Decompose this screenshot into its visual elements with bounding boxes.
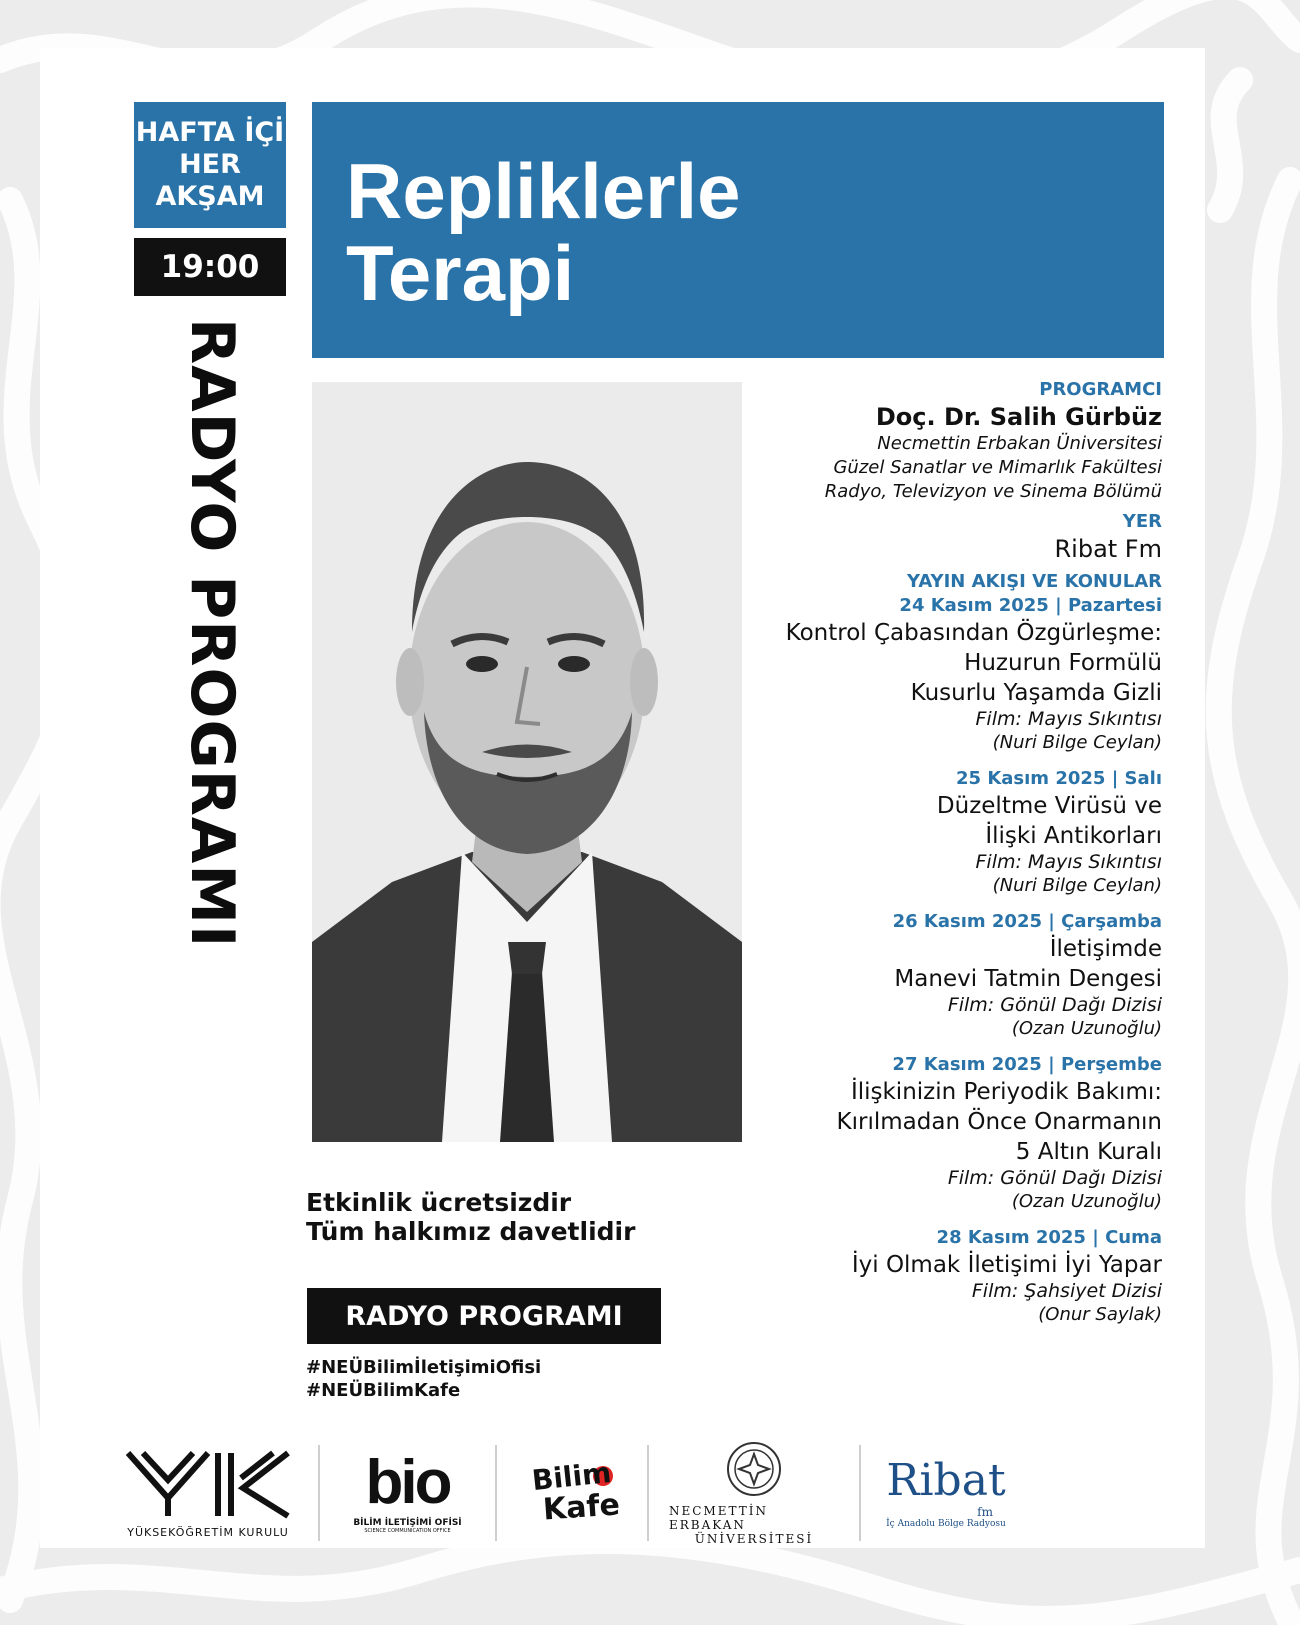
schedule-date: 27 Kasım 2025 | Perşembe bbox=[892, 1054, 1162, 1075]
schedule-topic: Manevi Tatmin Dengesi bbox=[894, 966, 1162, 992]
title-line: Repliklerle bbox=[346, 147, 741, 235]
bilim-kafe-logo bbox=[517, 1455, 627, 1528]
schedule-director: (Ozan Uzunoğlu) bbox=[1011, 1191, 1162, 1212]
hashtags bbox=[306, 1356, 541, 1402]
schedule-label: YAYIN AKIŞI VE KONULAR bbox=[907, 571, 1162, 592]
bio-subcaption: SCIENCE COMMUNICATION OFFICE bbox=[364, 1528, 451, 1534]
schedule-film: Film: Gönül Dağı Dizisi bbox=[947, 994, 1162, 1016]
ribat-fm-text: fm bbox=[977, 1505, 993, 1519]
badge-line: AKŞAM bbox=[155, 181, 265, 212]
affiliation-line: Radyo, Televizyon ve Sinema Bölümü bbox=[824, 481, 1162, 502]
schedule-item bbox=[702, 1053, 1162, 1214]
neu-logo bbox=[669, 1440, 839, 1546]
yok-mark-icon bbox=[123, 1448, 293, 1520]
notice-line: Etkinlik ücretsizdir bbox=[306, 1188, 572, 1217]
schedule-date: 24 Kasım 2025 | Pazartesi bbox=[899, 595, 1162, 616]
location-label: YER bbox=[1122, 511, 1162, 532]
schedule-topic: Düzeltme Virüsü ve bbox=[936, 793, 1162, 819]
schedule-film: Film: Gönül Dağı Dizisi bbox=[947, 1167, 1162, 1189]
neu-line1: NECMETTİN ERBAKAN bbox=[669, 1504, 768, 1532]
kafe-text: Kafe bbox=[541, 1487, 621, 1528]
divider bbox=[495, 1445, 497, 1541]
yok-logo bbox=[118, 1448, 298, 1539]
programmer-name: Doç. Dr. Salih Gürbüz bbox=[875, 403, 1162, 431]
hashtag: #NEÜBilimİletişimiOfisi bbox=[306, 1357, 542, 1378]
divider bbox=[318, 1445, 320, 1541]
program-title bbox=[312, 102, 1164, 358]
sponsor-logos bbox=[118, 1438, 1168, 1548]
schedule-topic: İyi Olmak İletişimi İyi Yapar bbox=[851, 1252, 1162, 1278]
schedule-director: (Ozan Uzunoğlu) bbox=[1011, 1018, 1162, 1039]
divider bbox=[647, 1445, 649, 1541]
weekday-badge bbox=[134, 102, 286, 228]
schedule-director: (Nuri Bilge Ceylan) bbox=[992, 875, 1162, 896]
neu-emblem-icon bbox=[725, 1440, 783, 1498]
title-line: Terapi bbox=[346, 229, 575, 317]
affiliation-line: Güzel Sanatlar ve Mimarlık Fakültesi bbox=[833, 457, 1162, 478]
schedule-topic: İlişki Antikorları bbox=[985, 823, 1162, 849]
badge-line: HAFTA İÇİ bbox=[135, 117, 285, 148]
schedule-director: (Onur Saylak) bbox=[1038, 1304, 1162, 1325]
schedule-item bbox=[702, 767, 1162, 898]
divider bbox=[859, 1445, 861, 1541]
bio-wordmark: bio bbox=[365, 1448, 450, 1517]
schedule-date: 28 Kasım 2025 | Cuma bbox=[936, 1227, 1162, 1248]
schedule-item bbox=[702, 910, 1162, 1041]
schedule-topic: 5 Altın Kuralı bbox=[1015, 1139, 1162, 1165]
bilim-text: Bilim bbox=[530, 1455, 614, 1498]
host-portrait bbox=[312, 382, 742, 1142]
programmer-label: PROGRAMCI bbox=[1039, 379, 1162, 400]
schedule-film: Film: Mayıs Sıkıntısı bbox=[975, 708, 1162, 730]
bio-logo bbox=[340, 1448, 475, 1534]
ribat-wordmark: Ribat bbox=[886, 1455, 1006, 1506]
ribat-fm-logo bbox=[881, 1457, 1011, 1529]
time-badge: 19:00 bbox=[134, 238, 286, 296]
schedule-director: (Nuri Bilge Ceylan) bbox=[992, 732, 1162, 753]
schedule-topic: Kusurlu Yaşamda Gizli bbox=[910, 680, 1162, 706]
schedule-topic: Kontrol Çabasından Özgürleşme: bbox=[785, 620, 1162, 646]
yok-caption: YÜKSEKÖĞRETİM KURULU bbox=[127, 1525, 289, 1539]
schedule-film: Film: Mayıs Sıkıntısı bbox=[975, 851, 1162, 873]
ribat-caption: İç Anadolu Bölge Radyosu bbox=[886, 1519, 1006, 1529]
event-notice bbox=[306, 1188, 635, 1246]
notice-line: Tüm halkımız davetlidir bbox=[306, 1217, 636, 1246]
vertical-title: RADYO PROGRAMI bbox=[177, 318, 247, 949]
badge-line: HER bbox=[179, 149, 241, 180]
bio-caption: BİLİM İLETİŞİMİ OFİSİ bbox=[353, 1518, 462, 1528]
schedule-date: 26 Kasım 2025 | Çarşamba bbox=[892, 911, 1162, 932]
schedule-topic: Kırılmadan Önce Onarmanın bbox=[836, 1109, 1162, 1135]
schedule-topic: İletişimde bbox=[1049, 936, 1162, 962]
neu-line2: ÜNİVERSİTESİ bbox=[694, 1532, 814, 1546]
affiliation-line: Necmettin Erbakan Üniversitesi bbox=[877, 433, 1162, 454]
schedule-date: 25 Kasım 2025 | Salı bbox=[956, 768, 1162, 789]
schedule-item bbox=[702, 594, 1162, 755]
schedule-film: Film: Şahsiyet Dizisi bbox=[971, 1280, 1162, 1302]
schedule-topic: Huzurun Formülü bbox=[964, 650, 1162, 676]
schedule-topic: İlişkinizin Periyodik Bakımı: bbox=[850, 1079, 1162, 1105]
radio-program-badge: RADYO PROGRAMI bbox=[307, 1288, 661, 1344]
program-info bbox=[702, 378, 1162, 1327]
location-value: Ribat Fm bbox=[1054, 535, 1162, 563]
portrait-illustration bbox=[312, 382, 742, 1142]
hashtag: #NEÜBilimKafe bbox=[306, 1380, 461, 1401]
schedule-item bbox=[702, 1226, 1162, 1327]
